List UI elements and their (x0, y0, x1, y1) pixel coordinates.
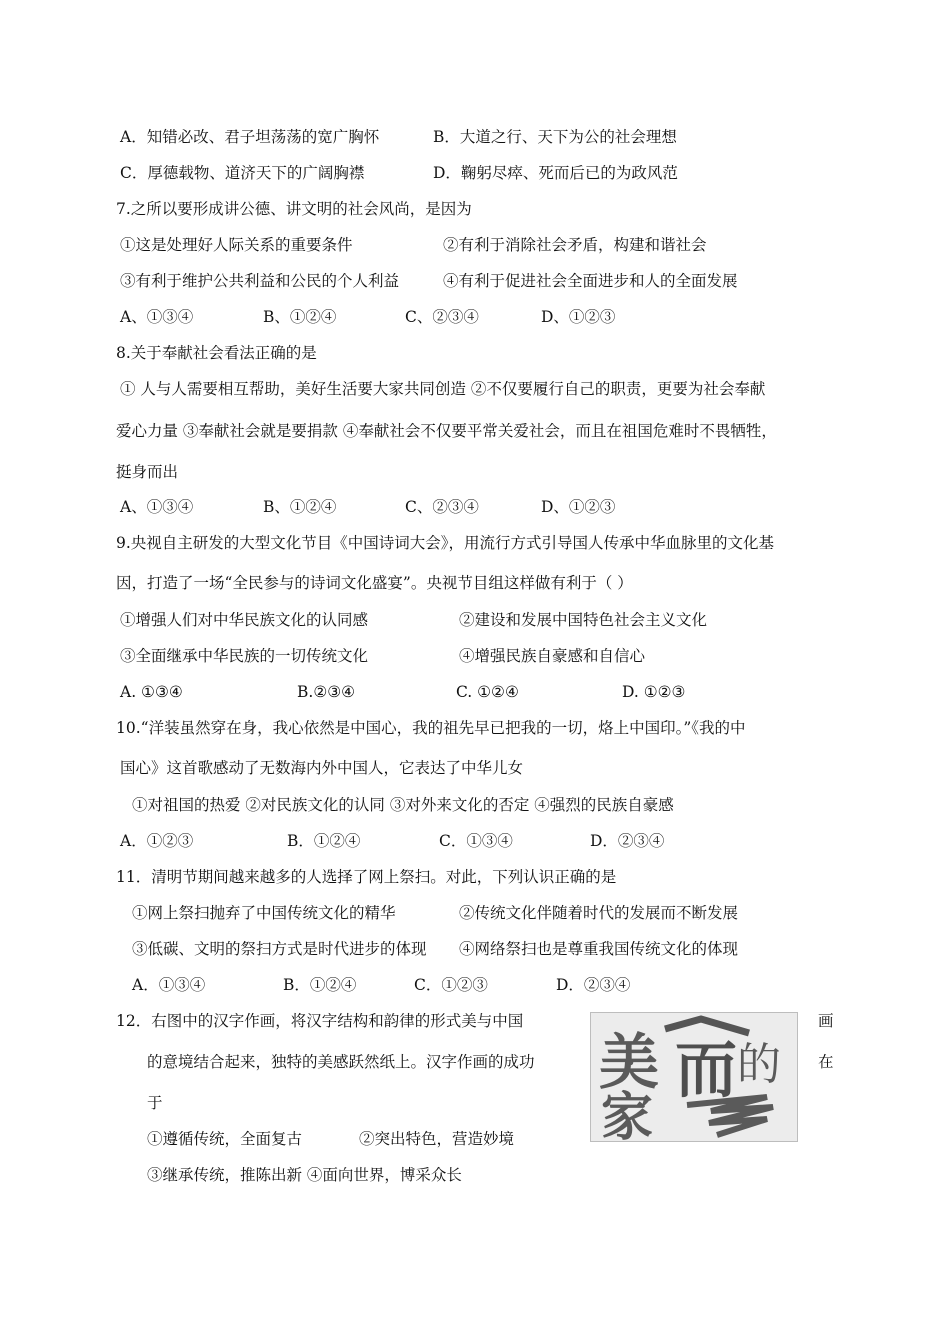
q11-choice-d: D．②③④ (556, 976, 631, 994)
q7-statement-4: ④有利于促进社会全面进步和人的全面发展 (443, 272, 738, 290)
q8-choice-d: D、①②③ (541, 498, 616, 516)
q10-statements: ①对祖国的热爱 ②对民族文化的认同 ③对外来文化的否定 ④强烈的民族自豪感 (132, 796, 674, 814)
q8-choice-a: A、①③④ (120, 498, 194, 516)
q11-statement-2: ②传统文化伴随着时代的发展而不断发展 (459, 904, 739, 922)
q9-statement-2: ②建设和发展中国特色社会主义文化 (459, 611, 708, 629)
q11-stem: 11．清明节期间越来越多的人选择了网上祭扫。对此，下列认识正确的是 (116, 868, 617, 886)
art-char-jia: 家 (601, 1087, 654, 1141)
q9-line-1: 9.央视自主研发的大型文化节目《中国诗词大会》，用流行方式引导国人传承中华血脉里的文化基 (116, 534, 775, 552)
q10-choice-b: B．①②④ (287, 832, 361, 850)
q11-choice-c: C．①②③ (414, 976, 488, 994)
q12-line-1-end: 画 (818, 1012, 834, 1030)
q6-option-d: D．鞠躬尽瘁、死而后已的为政风范 (433, 164, 678, 182)
q9-statement-4: ④增强民族自豪感和自信心 (459, 647, 646, 665)
q7-choice-c: C、②③④ (405, 308, 479, 326)
q10-choice-a: A．①②③ (120, 832, 194, 850)
q8-line-1: ① 人与人需要相互帮助，美好生活要大家共同创造 ②不仅要履行自己的职责，更要为社会奉献 (120, 380, 766, 398)
q7-choice-a: A、①③④ (120, 308, 194, 326)
q7-statement-1: ①这是处理好人际关系的重要条件 (120, 236, 353, 254)
q8-choice-b: B、①②④ (263, 498, 337, 516)
q7-choice-b: B、①②④ (263, 308, 337, 326)
q6-option-c: C．厚德载物、道济天下的广阔胸襟 (120, 164, 365, 182)
q9-line-2: 因，打造了一场“全民参与的诗词文化盛宴”。央视节目组这样做有利于（ ） (116, 574, 633, 592)
q7-statement-3: ③有利于维护公共利益和公民的个人利益 (120, 272, 400, 290)
q11-statement-4: ④网络祭扫也是尊重我国传统文化的体现 (459, 940, 739, 958)
q12-line-2-end: 在 (818, 1053, 834, 1071)
q12-line-3: 于 (147, 1094, 163, 1112)
character-painting-image (590, 1012, 798, 1142)
q10-choice-c: C．①③④ (439, 832, 513, 850)
q9-statement-3: ③全面继承中华民族的一切传统文化 (120, 647, 369, 665)
q10-choice-d: D．②③④ (590, 832, 665, 850)
q9-choice-c: C. ①②④ (456, 683, 519, 701)
q11-statement-1: ①网上祭扫抛弃了中国传统文化的精华 (132, 904, 396, 922)
q6-option-a: A．知错必改、君子坦荡荡的宽广胸怀 (120, 128, 380, 146)
q11-choice-a: A．①③④ (132, 976, 206, 994)
q12-line-2: 的意境结合起来，独特的美感跃然纸上。汉字作画的成功 (147, 1053, 535, 1071)
q9-choice-a: A. ①③④ (120, 683, 183, 701)
q11-choice-b: B．①②④ (283, 976, 357, 994)
q8-choice-c: C、②③④ (405, 498, 479, 516)
q8-line-2: 爱心力量 ③奉献社会就是要捐款 ④奉献社会不仅要平常关爱社会，而且在祖国危难时不畏牺牲， (116, 422, 777, 440)
q10-line-1: 10.“洋装虽然穿在身，我心依然是中国心，我的祖先早已把我的一切，烙上中国印。”《我的中 (116, 719, 746, 737)
q9-choice-d: D. ①②③ (622, 683, 686, 701)
q12-statement-2: ②突出特色，营造妙境 (359, 1130, 515, 1148)
q12-line-1: 12．右图中的汉字作画，将汉字结构和韵律的形式美与中国 (116, 1012, 524, 1030)
q8-line-3: 挺身而出 (116, 463, 179, 481)
q6-option-b: B．大道之行、天下为公的社会理想 (433, 128, 677, 146)
q7-choice-d: D、①②③ (541, 308, 616, 326)
q9-statement-1: ①增强人们对中华民族文化的认同感 (120, 611, 369, 629)
q9-choice-b: B.②③④ (297, 683, 356, 701)
art-char-mei: 美 (599, 1028, 659, 1098)
q11-statement-3: ③低碳、文明的祭扫方式是时代进步的体现 (132, 940, 427, 958)
q7-statement-2: ②有利于消除社会矛盾，构建和谐社会 (443, 236, 707, 254)
q12-statement-3-4: ③继承传统，推陈出新 ④面向世界，博采众长 (147, 1166, 462, 1184)
art-char-de: 的 (737, 1039, 781, 1090)
q10-line-2: 国心》这首歌感动了无数海内外中国人，它表达了中华儿女 (120, 759, 524, 777)
q8-stem: 8.关于奉献社会看法正确的是 (116, 344, 317, 362)
q12-statement-1: ①遵循传统，全面复古 (147, 1130, 303, 1148)
art-char-er: 而 (675, 1033, 738, 1106)
character-painting-svg (591, 1013, 797, 1141)
q7-stem: 7.之所以要形成讲公德、讲文明的社会风尚，是因为 (116, 200, 472, 218)
